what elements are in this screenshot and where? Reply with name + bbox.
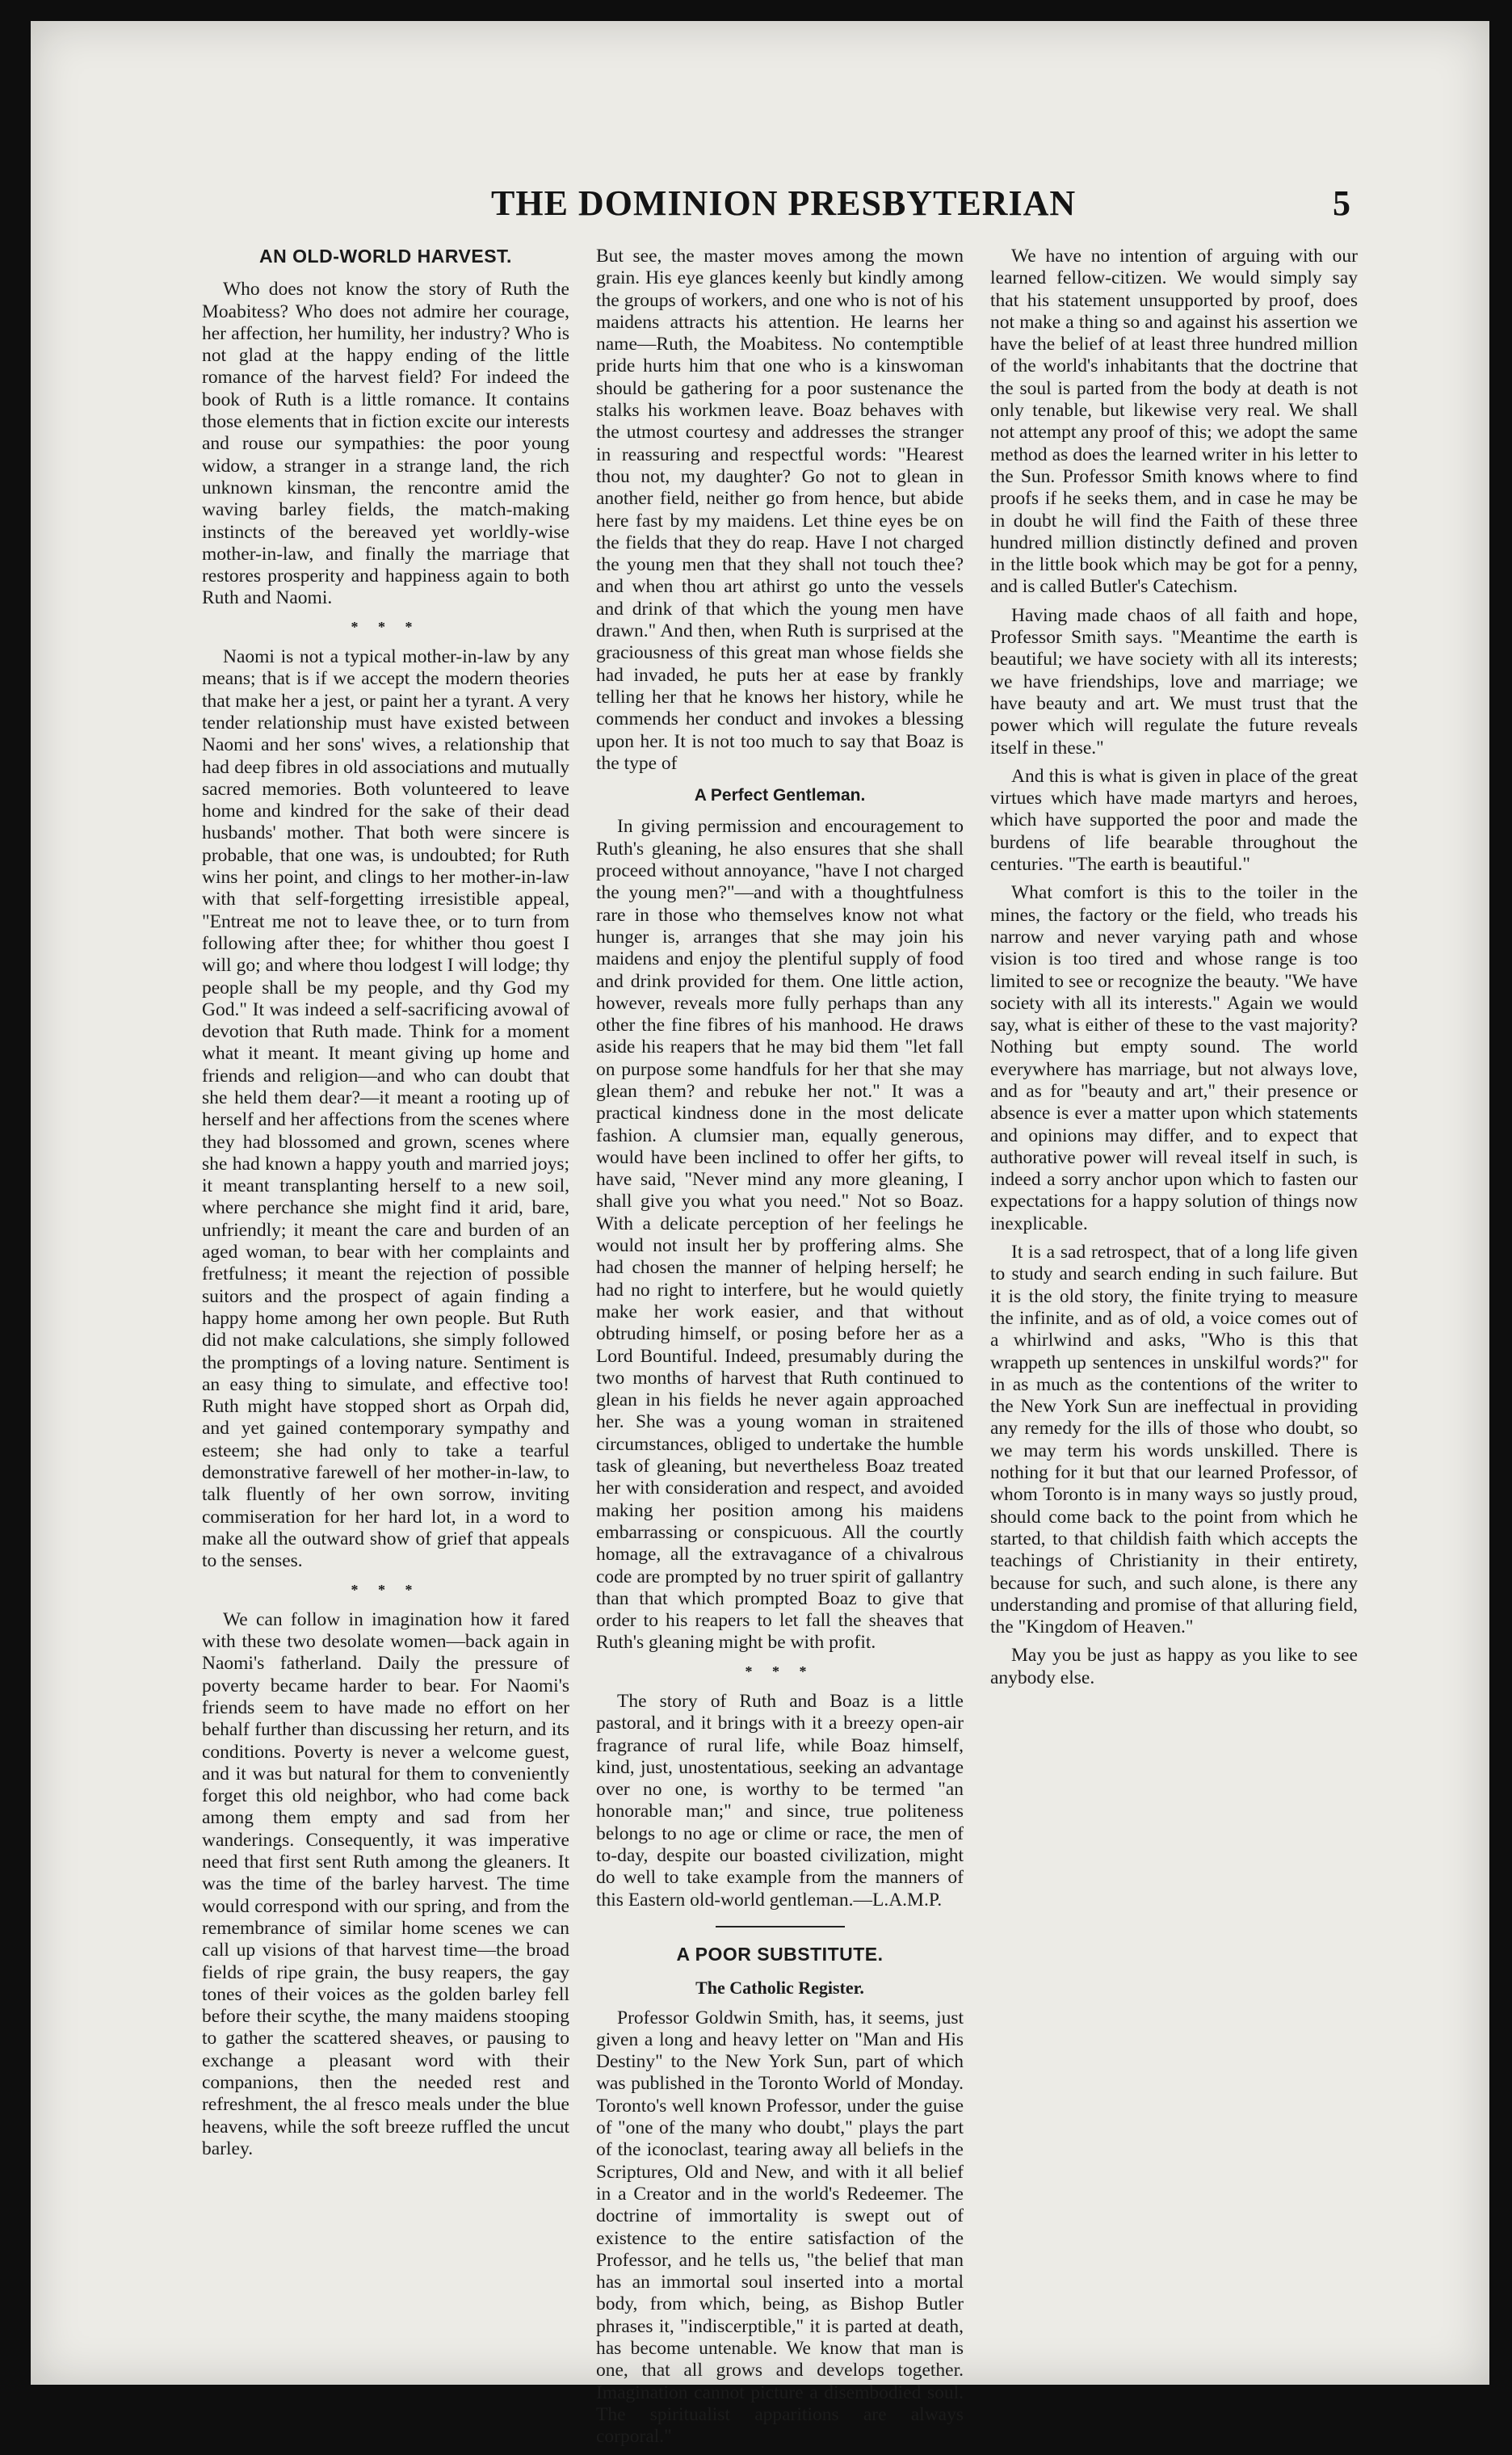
paragraph: Professor Goldwin Smith, has, it seems, just given a long and heavy letter on "Man and His Destiny" to the New York Sun, part of which was published in the Toronto World of Monday. Toronto's well known Professor, under the guise of "one of the many who doubt," plays the part of the iconoclast, tearing away all beliefs in the Scriptures, Old and New, and with it all belief in a Creator and in the world's Redeemer. The doctrine of immortality is swept out of existence to the entire satisfaction of the Professor, and he tells us, "the belief that man has an immortal soul inserted into a mortal body, from which, being, as Bishop Butler phrases it, "indiscerptible," it is parted at death, has become untenable. We know that man is one, that all grows and develops together. Imagination cannot picture a disembodied soul. The spiritualist apparitions are always corporal." xyxy=(596,2007,964,2448)
article-source: The Catholic Register. xyxy=(695,1978,864,1999)
paragraph: We have no intention of arguing with our learned fellow-citizen. We would simply say that his statement unsupported by proof, does not make a thing so and against his assertion we have the belief of at least three hundred million of the world's inhabitants that the doctrine that the soul is parted from the body at death is not only tenable, but likewise very real. We shall not attempt any proof of this; we adopt the same method as does the learned writer in his letter to the Sun. Professor Smith knows where to find proofs if he seeks them, and in case he may be in doubt he will find the Faith of these three hundred million distinctly defined and proven in the little book which may be got for a penny, and is called Butler's Catechism. xyxy=(990,246,1358,598)
page-number: 5 xyxy=(1333,183,1350,223)
closing-line: May you be just as happy as you like to see anybody else. xyxy=(990,1645,1358,1688)
masthead-title: THE DOMINION PRESBYTERIAN xyxy=(491,183,1077,223)
paragraph: The story of Ruth and Boaz is a little pastoral, and it brings with it a breezy open-air fragrance of rural life, while Boaz himself, kind, just, unostentatious, seeking an advantage over no one, is worthy to be termed "an honorable man;" and since, true politeness belongs to no age or clime or race, the men of to-day, despite our boasted civilization, might do well to take example from the manners of this Eastern old-world gentleman.—L.A.M.P. xyxy=(596,1691,964,1911)
running-head xyxy=(31,174,1489,231)
column-3 xyxy=(990,246,1358,1696)
paragraph: It is a sad retrospect, that of a long life given to study and search ending in such failure. But it is the old story, the finite trying to measure the infinite, and as of old, a voice comes out of a whirlwind and asks, "Who is this that wrappeth up sentences in unskilful words?" for in as much as the contentions of the writer to the New York Sun are ineffectual in providing any remedy for the ills of those who doubt, so we may term his words unskilled. There is nothing for it but that our learned Professor, of whom Toronto is in many ways so justly proud, should come back to the point from which he started, to that childish faith which accepts the teachings of Christianity in their entirety, because for such, and such alone, is there any understanding and promise of that alluring field, the "Kingdom of Heaven." xyxy=(990,1242,1358,1638)
paragraph: In giving permission and encouragement to Ruth's gleaning, he also ensures that she shall proceed without annoyance, "have I not charged the young men?"—and with a thoughtfulness rare in those who themselves know not what hunger is, arranges that she may join his maidens and enjoy the plentiful supply of food and drink provided for them. One little action, however, reveals more fully perhaps than any other the fine fibres of his manhood. He draws aside his reapers that he may bid them "let fall on purpose some handfuls for her that she may glean them? and rebuke her not." It was a practical kindness done in the most delicate fashion. A clumsier man, equally generous, would have been inclined to offer her gifts, to have said, "Never mind any more gleaning, I shall give you what you need." Not so Boaz. With a delicate perception of her feelings he would not insult her by proffering alms. She had chosen the manner of helping herself; he had no right to interfere, but he would quietly make her work easier, and that without obtruding himself, or posing before her as a Lord Bountiful. Indeed, presumably during the two months of harvest that Ruth continued to glean in his fields he never again approached her. She was a young woman in straitened circumstances, obliged to undertake the humble task of gleaning, but nevertheless Boaz treated her with consideration and respect, and avoided making her position among his maidens embarrassing or conspicuous. All the courtly homage, all the extravagance of a chivalrous code are prompted by no truer spirit of gallantry than that which prompted Boaz to give that order to his reapers to let fall the sheaves that Ruth's gleaning might be with profit. xyxy=(596,816,964,1654)
article-divider xyxy=(716,1926,845,1927)
paragraph: What comfort is this to the toiler in the mines, the factory or the field, who treads his narrow and never varying path and whose vision is too tired and whose range is too limited to see or recognize the beauty. "We have society with all its interests." Again we would say, what is either of these to the vast majority? Nothing but empty sound. The world everywhere has marriage, but not always love, and as for "beauty and art," their presence or absence is ever a matter upon which statements and opinions may differ, and to expect that authorative power will reveal itself in such, is indeed a sorry anchor upon which to fasten our expectations for a happy solution of things now inexplicable. xyxy=(990,882,1358,1234)
paragraph: We can follow in imagination how it fared with these two desolate women—back again in Naomi's fatherland. Daily the pressure of poverty became harder to bear. For Naomi's friends seem to have made no effort on her behalf further than discussing her return, and its conditions. Poverty is never a welcome guest, and it was but natural for them to conveniently forget this old neighbor, who had come back among them empty and sad from her wanderings. Consequently, it was imperative need that first sent Ruth among the gleaners. It was the time of the barley harvest. The time would correspond with our spring, and from the remembrance of similar home scenes we can call up visions of that harvest time—the broad fields of ripe grain, the busy reapers, the gay tones of their voices as the golden barley fell before their scythe, the many maidens stooping to gather the scattered sheaves, or pausing to exchange a pleasant word with their companions, then the needed rest and refreshment, the al fresco meals under the blue heavens, while the soft breeze ruffled the uncut barley. xyxy=(202,1608,569,2159)
newspaper-page xyxy=(31,21,1489,2448)
article-headline-old-world-harvest: AN OLD-WORLD HARVEST. xyxy=(259,246,512,267)
paragraph: But see, the master moves among the mown grain. His eye glances keenly but kindly among the groups of workers, and one who is not of his maidens attracts his attention. He learns her name—Ruth, the Moabitess. No contemptible pride hurts him that one who is a kinswoman should be gathering for a poor sustenance the stalks his workmen leave. Boaz behaves with the utmost courtesy and addresses the stranger in reassuring and respectful words: "Hearest thou not, my daughter? Go not to glean in another field, neither go from hence, but abide here fast by my maidens. Let thine eyes be on the fields that they do reap. Have I not charged the young men that they shall not touch thee? and when thou art athirst go unto the vessels and drink of that which the young men have drawn." And then, when Ruth is surprised at the graciousness of this great man whose fields she had invaded, he puts her at ease by frankly telling her that he knows her history, while he commends her conduct and invokes a blessing upon her. It is not too much to say that Boaz is the type of xyxy=(596,246,964,774)
column-2 xyxy=(596,246,964,2455)
column-1 xyxy=(202,246,569,2167)
article-headline-poor-substitute: A POOR SUBSTITUTE. xyxy=(676,1943,884,1965)
section-separator: * * * xyxy=(351,618,421,635)
paragraph: Having made chaos of all faith and hope, Professor Smith says. "Meantime the earth is beautiful; we have society with all its interests; we have friendships, love and marriage; we have beauty and art. We must trust that the power which will regulate the future reveals itself in these." xyxy=(990,604,1358,759)
paragraph: Who does not know the story of Ruth the Moabitess? Who does not admire her courage, her affection, her humility, her industry? Who is not glad at the happy ending of the little romance of the harvest field? For indeed the book of Ruth is a little romance. It contains those elements that in fiction excite our interests and rouse our sympathies: the poor young widow, a stranger in a strange land, the rich unknown kinsman, the rencontre amid the waving barley fields, the match-making instincts of the bereaved yet worldly-wise mother-in-law, and finally the marriage that restores prosperity and happiness again to both Ruth and Naomi. xyxy=(202,279,569,609)
section-separator: * * * xyxy=(745,1663,815,1679)
section-separator: * * * xyxy=(351,1581,421,1598)
subheading-perfect-gentleman: A Perfect Gentleman. xyxy=(694,786,866,805)
paragraph: And this is what is given in place of the great virtues which have made martyrs and heroes, which have supported the poor and made the burdens of life bearable throughout the centuries. "The earth is beautiful." xyxy=(990,765,1358,876)
paragraph: Naomi is not a typical mother-in-law by any means; that is if we accept the modern theories that make her a jest, or paint her a tyrant. A very tender relationship must have existed between Naomi and her sons' wives, a relationship that had deep fibres in old associations and mutually sacred memories. Both volunteered to leave home and kindred for the sake of their dead husbands' mother. That both were sincere is probable, that one was, is undoubted; for Ruth wins her point, and clings to her mother-in-law with that self-forgetting irresistible appeal, "Entreat me not to leave thee, or to turn from following after thee; for whither thou goest I will go; and where thou lodgest I will lodge; thy people shall be my people, and thy God my God." It was indeed a self-sacrificing avowal of devotion that Ruth made. Think for a moment what it meant. It meant giving up home and friends and religion—and who can doubt that she held them dear?—it meant a rooting up of herself and her affections from the scenes where they had blossomed and grown, scenes where she had known a happy youth and married joys; it meant transplanting herself to a new soil, where perchance she might find it arid, bare, unfriendly; it meant the care and burden of an aged woman, to bear with her complaints and fretfulness; it meant the rejection of possible suitors and the prospect of again finding a happy home among her own people. But Ruth did not make calculations, she simply followed the promptings of a loving nature. Sentiment is an easy thing to simulate, and effective too! Ruth might have stopped short as Orpah did, and yet gained contemporary sympathy and esteem; she had only to take a tearful demonstrative farewell of her mother-in-law, to talk fluently of her own sorrow, inviting commiseration for her hard lot, in a word to make all the outward show of grief that appeals to the senses. xyxy=(202,646,569,1572)
